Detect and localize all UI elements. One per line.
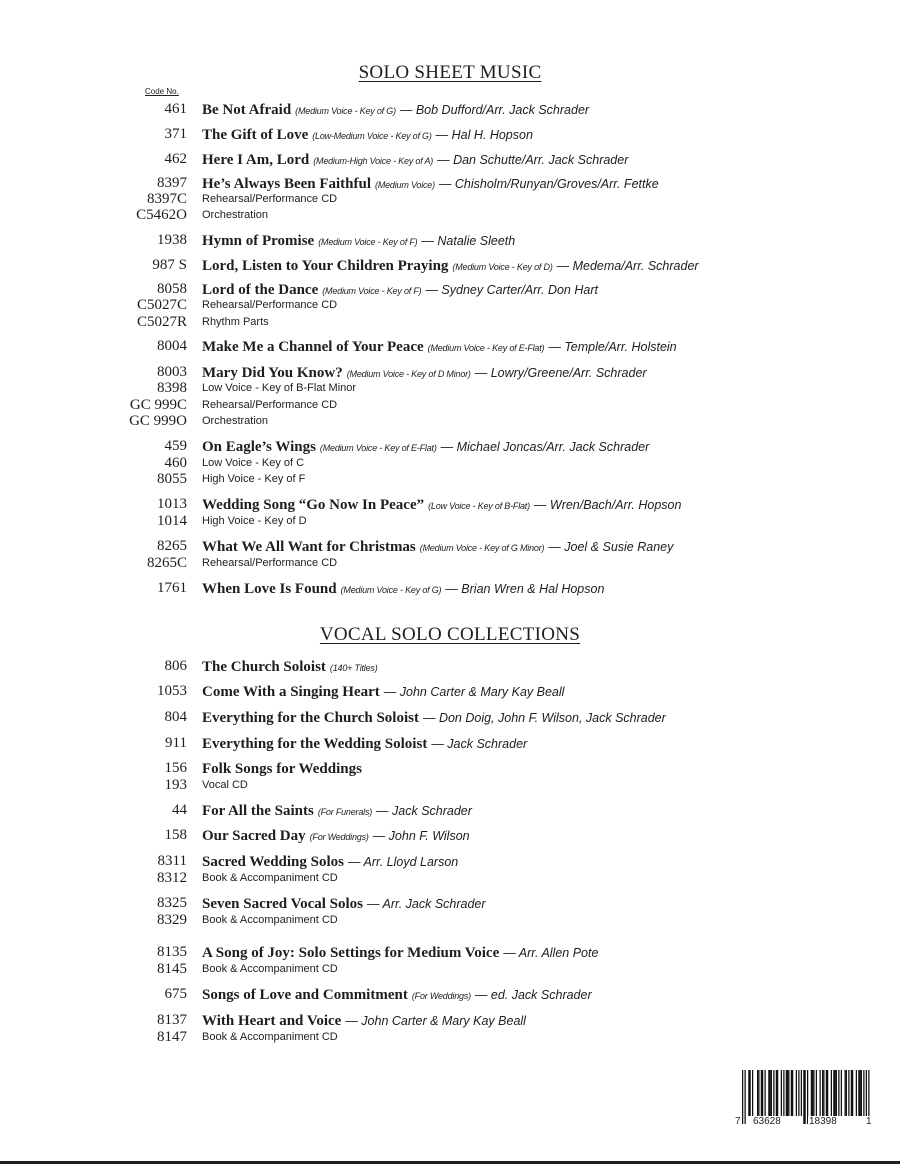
entry-note: (Medium Voice - Key of G Minor): [419, 543, 545, 553]
barcode-bar: [771, 1070, 772, 1116]
code-number: 371: [164, 126, 187, 142]
entry-credit: — Don Doig, John F. Wilson, Jack Schrader: [422, 711, 666, 725]
entry-credit: — Hal H. Hopson: [435, 128, 533, 142]
code-number: 911: [165, 735, 187, 751]
entry-credit: — Sydney Carter/Arr. Don Hart: [425, 283, 598, 297]
barcode-bar: [752, 1070, 753, 1116]
entry-title: He’s Always Been Faithful: [202, 176, 372, 192]
entry-title: The Gift of Love: [202, 127, 309, 143]
entry-note: (Medium Voice - Key of D): [452, 262, 553, 272]
entry-sub-label: Low Voice - Key of C: [202, 457, 305, 469]
barcode-bar: [750, 1070, 751, 1116]
list-item: [0, 1012, 900, 1029]
entry-title: For All the Saints: [202, 803, 314, 819]
entry-credit: — Joel & Susie Raney: [548, 540, 674, 554]
list-item: [0, 496, 900, 513]
entry-title: A Song of Joy: Solo Settings for Medium Voice: [202, 945, 500, 961]
barcode-bar: [835, 1070, 836, 1116]
entry-note: (Medium Voice - Key of F): [318, 237, 418, 247]
entry-note: (For Weddings): [309, 832, 369, 842]
entry-note: (Medium Voice - Key of E-Flat): [427, 343, 545, 353]
entry-title: Songs of Love and Commitment: [202, 987, 408, 1003]
code-number: 158: [164, 827, 187, 843]
list-item: [0, 735, 900, 752]
list-sub-item: [0, 455, 900, 472]
barcode-bar: [820, 1070, 821, 1116]
list-item: [0, 802, 900, 819]
code-number: GC 999O: [129, 413, 187, 429]
entry-title: Lord of the Dance: [202, 282, 319, 298]
code-number-header: Code No.: [145, 87, 179, 96]
entry-title: Wedding Song “Go Now In Peace”: [202, 497, 425, 513]
barcode-bar: [801, 1070, 802, 1116]
barcode-bar: [813, 1070, 814, 1116]
list-item: [0, 986, 900, 1003]
code-number: 156: [164, 760, 187, 776]
barcode-digits-right: 18398: [809, 1116, 837, 1127]
list-sub-item: [0, 314, 900, 331]
barcode-bar: [823, 1070, 824, 1116]
barcode-bar: [762, 1070, 763, 1116]
list-item: [0, 853, 900, 870]
barcode-bar: [745, 1070, 746, 1124]
barcode-bar: [776, 1070, 777, 1116]
entry-title: Lord, Listen to Your Children Praying: [202, 258, 449, 274]
list-sub-item: [0, 513, 900, 530]
entry-sub-label: Rehearsal/Performance CD: [202, 557, 338, 569]
entry-title: Folk Songs for Weddings: [202, 761, 362, 777]
list-sub-item: [0, 870, 900, 887]
code-number: 8329: [157, 912, 187, 928]
entry-title: Mary Did You Know?: [202, 365, 343, 381]
entry-sub-label: Book & Accompaniment CD: [202, 963, 338, 975]
barcode-bar: [748, 1070, 749, 1116]
list-item: [0, 827, 900, 844]
list-item: [0, 944, 900, 961]
barcode-bar: [858, 1070, 859, 1116]
entry-credit: — Arr. Allen Pote: [503, 946, 599, 960]
code-number: C5027C: [136, 297, 187, 313]
code-number: 193: [164, 777, 187, 793]
entry-credit: — Dan Schutte/Arr. Jack Schrader: [437, 153, 629, 167]
entry-title: Come With a Singing Heart: [202, 684, 380, 700]
list-sub-item: [0, 1029, 900, 1046]
entry-sub-label: Rehearsal/Performance CD: [202, 193, 338, 205]
code-number: 804: [164, 709, 187, 725]
barcode-digit-last: 1: [866, 1116, 872, 1127]
barcode-bar: [856, 1070, 857, 1116]
list-sub-item: [0, 555, 900, 572]
code-number: 1053: [157, 683, 187, 699]
section-title-solo-sheet-music: SOLO SHEET MUSIC: [358, 62, 542, 83]
entry-title: Sacred Wedding Solos: [202, 854, 344, 870]
barcode-bar: [773, 1070, 774, 1116]
barcode-bar: [838, 1070, 839, 1116]
section-title-vocal-solo-collections: VOCAL SOLO COLLECTIONS: [319, 624, 581, 645]
list-sub-item: [0, 471, 900, 488]
list-item: [0, 538, 900, 555]
barcode-bar: [798, 1070, 799, 1116]
entry-credit: — Jack Schrader: [431, 737, 528, 751]
code-number: 8265C: [146, 555, 187, 571]
entry-sub-label: Vocal CD: [202, 779, 248, 791]
list-item: [0, 683, 900, 700]
entry-credit: — Arr. Lloyd Larson: [348, 855, 459, 869]
list-sub-item: [0, 413, 900, 430]
entry-credit: — Arr. Jack Schrader: [367, 897, 486, 911]
entry-title: Be Not Afraid: [202, 102, 292, 118]
barcode-bar: [805, 1070, 806, 1124]
list-sub-item: [0, 380, 900, 397]
upc-barcode: [736, 1070, 872, 1132]
code-number: 675: [164, 986, 187, 1002]
entry-note: (Medium-High Voice - Key of A): [313, 156, 434, 166]
list-item: [0, 438, 900, 455]
code-number: 8265: [157, 538, 187, 554]
code-number: 459: [164, 438, 187, 454]
entry-credit: — ed. Jack Schrader: [474, 988, 592, 1002]
entry-credit: — Brian Wren & Hal Hopson: [445, 582, 605, 596]
entry-sub-label: Rhythm Parts: [202, 316, 269, 328]
barcode-bar: [765, 1070, 766, 1116]
code-number: 460: [164, 455, 187, 471]
entry-title: Everything for the Wedding Soloist: [202, 736, 428, 752]
entry-title: When Love Is Found: [202, 581, 337, 597]
entry-title: With Heart and Voice: [202, 1013, 342, 1029]
code-number: 1938: [157, 232, 187, 248]
list-item: [0, 658, 900, 675]
code-number: 8137: [157, 1012, 187, 1028]
code-number: GC 999C: [129, 397, 187, 413]
entry-title: Hymn of Promise: [202, 233, 315, 249]
barcode-bar: [783, 1070, 784, 1116]
barcode-bar: [791, 1070, 792, 1116]
list-item: [0, 175, 900, 192]
barcode-bar: [757, 1070, 758, 1116]
barcode-bar: [845, 1070, 846, 1116]
list-item: [0, 281, 900, 298]
barcode-bar: [833, 1070, 834, 1116]
code-number: 8312: [157, 870, 187, 886]
list-item: [0, 101, 900, 118]
entry-note: (Medium Voice - Key of E-Flat): [319, 443, 437, 453]
list-item: [0, 580, 900, 597]
code-number: 8145: [157, 961, 187, 977]
barcode-bar: [861, 1070, 862, 1116]
barcode-bar: [761, 1070, 762, 1116]
barcode-bar: [826, 1070, 827, 1116]
entry-credit: — Lowry/Greene/Arr. Schrader: [474, 366, 647, 380]
barcode-bar: [846, 1070, 847, 1116]
barcode-bar: [827, 1070, 828, 1116]
entry-credit: — John F. Wilson: [372, 829, 470, 843]
entry-credit: — Chisholm/Runyan/Groves/Arr. Fettke: [438, 177, 659, 191]
entry-sub-label: High Voice - Key of F: [202, 473, 306, 485]
list-sub-item: [0, 297, 900, 314]
entry-note: (Medium Voice - Key of D Minor): [346, 369, 471, 379]
entry-credit: — Wren/Bach/Arr. Hopson: [533, 498, 682, 512]
code-number: C5462O: [136, 207, 187, 223]
entry-note: (Medium Voice - Key of F): [322, 286, 422, 296]
barcode-bar: [770, 1070, 771, 1116]
list-item: [0, 338, 900, 355]
entry-sub-label: Rehearsal/Performance CD: [202, 399, 338, 411]
entry-title: Make Me a Channel of Your Peace: [202, 339, 424, 355]
barcode-bar: [758, 1070, 759, 1116]
barcode-bar: [788, 1070, 789, 1116]
barcode-bar: [786, 1070, 787, 1116]
code-number: 8311: [157, 853, 187, 869]
entry-credit: — Medema/Arr. Schrader: [556, 259, 699, 273]
barcode-bar: [742, 1070, 743, 1124]
code-number: 8055: [157, 471, 187, 487]
list-sub-item: [0, 397, 900, 414]
entry-sub-label: Book & Accompaniment CD: [202, 914, 338, 926]
code-number: 8397C: [146, 191, 187, 207]
entry-title: On Eagle’s Wings: [202, 439, 316, 455]
barcode-digit-first: 7: [735, 1116, 741, 1127]
code-number: 462: [164, 151, 187, 167]
entry-note: (Medium Voice): [375, 180, 435, 190]
code-number: 1761: [157, 580, 187, 596]
code-number: C5027R: [136, 314, 187, 330]
entry-title: Seven Sacred Vocal Solos: [202, 896, 363, 912]
list-sub-item: [0, 961, 900, 978]
entry-note: (For Funerals): [317, 807, 373, 817]
entry-note: (For Weddings): [411, 991, 471, 1001]
entry-credit: — Temple/Arr. Holstein: [548, 340, 677, 354]
entry-note: (Medium Voice - Key of G): [295, 106, 396, 116]
code-number: 8398: [157, 380, 187, 396]
entry-title: Our Sacred Day: [202, 828, 306, 844]
barcode-bar: [852, 1070, 853, 1116]
list-item: [0, 364, 900, 381]
code-number: 461: [164, 101, 187, 117]
entry-sub-label: Orchestration: [202, 415, 269, 427]
barcode-bar: [781, 1070, 782, 1116]
list-item: [0, 709, 900, 726]
list-item: [0, 232, 900, 249]
entry-sub-label: Rehearsal/Performance CD: [202, 299, 338, 311]
barcode-bar: [796, 1070, 797, 1116]
entry-note: (140+ Titles): [329, 663, 378, 673]
entry-sub-label: High Voice - Key of D: [202, 515, 307, 527]
code-number: 8325: [157, 895, 187, 911]
code-number: 987 S: [152, 257, 187, 273]
list-item: [0, 151, 900, 168]
entry-credit: — Natalie Sleeth: [421, 234, 516, 248]
entry-note: (Low Voice - Key of B-Flat): [428, 501, 530, 511]
entry-credit: — Jack Schrader: [376, 804, 472, 818]
barcode-bar: [812, 1070, 813, 1116]
entry-credit: — John Carter & Mary Kay Beall: [383, 685, 565, 699]
entry-title: Everything for the Church Soloist: [202, 710, 419, 726]
barcode-bar: [777, 1070, 778, 1116]
barcode-bar: [831, 1070, 832, 1116]
list-item: [0, 760, 900, 777]
list-sub-item: [0, 912, 900, 929]
barcode-bar: [860, 1070, 861, 1116]
barcode-bar: [841, 1070, 842, 1116]
barcode-bar: [811, 1070, 812, 1116]
list-item: [0, 257, 900, 274]
entry-title: The Church Soloist: [202, 659, 326, 675]
list-sub-item: [0, 777, 900, 794]
barcode-bar: [848, 1070, 849, 1116]
barcode-bar: [822, 1070, 823, 1116]
list-item: [0, 126, 900, 143]
entry-note: (Medium Voice - Key of G): [340, 585, 442, 595]
entry-sub-label: Book & Accompaniment CD: [202, 872, 338, 884]
barcode-bar: [851, 1070, 852, 1116]
entry-credit: — John Carter & Mary Kay Beall: [345, 1014, 526, 1028]
entry-sub-label: Book & Accompaniment CD: [202, 1031, 338, 1043]
barcode-bar: [803, 1070, 804, 1124]
barcode-digits-left: 63628: [753, 1116, 781, 1127]
code-number: 1014: [157, 513, 187, 529]
code-number: 8147: [157, 1029, 187, 1045]
barcode-bar: [768, 1070, 769, 1116]
code-number: 44: [172, 802, 187, 818]
barcode-bar: [787, 1070, 788, 1116]
barcode-bar: [863, 1070, 864, 1116]
code-number: 8135: [157, 944, 187, 960]
code-number: 1013: [157, 496, 187, 512]
list-sub-item: [0, 207, 900, 224]
entry-sub-label: Orchestration: [202, 209, 269, 221]
barcode-bar: [816, 1070, 817, 1116]
entry-credit: — Bob Dufford/Arr. Jack Schrader: [399, 103, 590, 117]
code-number: 8003: [157, 364, 187, 380]
entry-sub-label: Low Voice - Key of B-Flat Minor: [202, 382, 357, 394]
entry-title: Here I Am, Lord: [202, 152, 310, 168]
entry-note: (Low-Medium Voice - Key of G): [312, 131, 432, 141]
code-number: 8004: [157, 338, 187, 354]
code-number: 8397: [157, 175, 187, 191]
entry-title: What We All Want for Christmas: [202, 539, 416, 555]
code-number: 8058: [157, 281, 187, 297]
code-number: 806: [164, 658, 187, 674]
barcode-bar: [836, 1070, 837, 1116]
entry-credit: — Michael Joncas/Arr. Jack Schrader: [440, 440, 650, 454]
list-sub-item: [0, 191, 900, 208]
barcode-bar: [792, 1070, 793, 1116]
list-item: [0, 895, 900, 912]
